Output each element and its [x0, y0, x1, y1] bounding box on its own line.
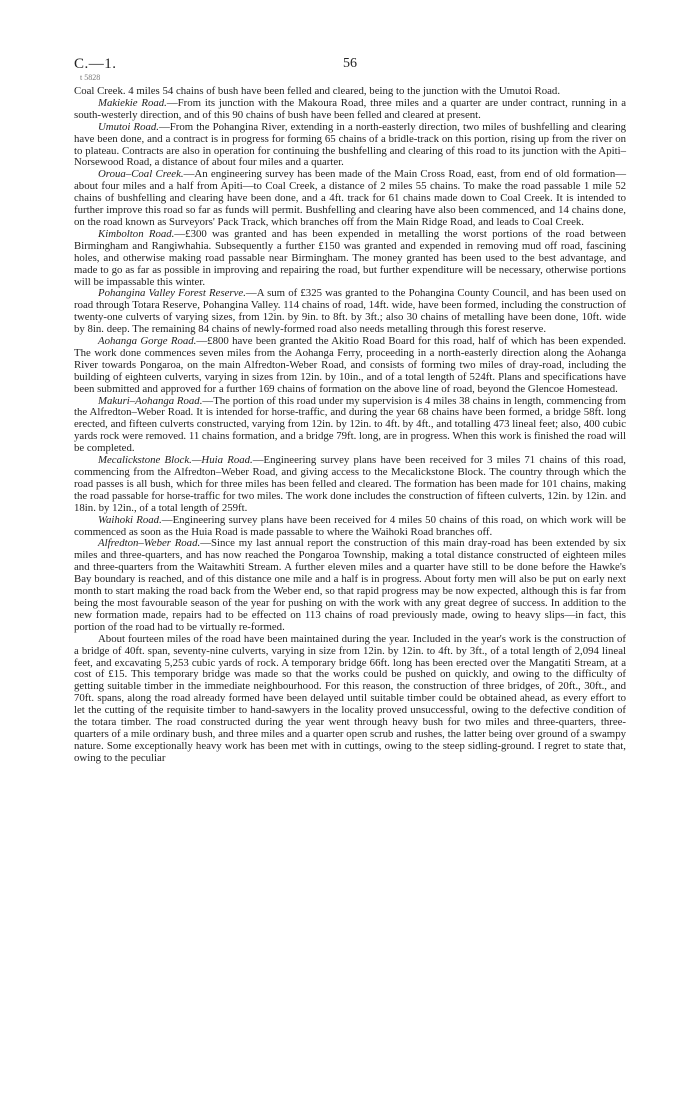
paragraph-pohangina-reserve: Pohangina Valley Forest Reserve.—A sum of £325 was granted to the Pohangina County Council, and has been used on road through Totara Reserve, Pohangina Valley. 114 chains of road, 14ft. wide, have been formed, including the construction of twenty-one culverts of varying sizes, from 12in. by 9in. to 8ft. by 3ft.; also 30 chains of metalling have been done, 10ft. wide by 8in. deep. The remaining 84 chains of newly-formed road also needs metalling through this forest reserve. — [74, 287, 626, 336]
paragraph-heading: Mecalickstone Block.—Huia Road. — [98, 454, 253, 467]
paragraph-heading: Kimbolton Road. — [98, 227, 175, 240]
paragraph-makuri-aohanga-road: Makuri–Aohanga Road.—The portion of this road under my supervision is 4 miles 38 chains in length, commencing from the Alfredton–Weber Road. It is intended for horse-traffic, and during the year 68 chains have been formed, a bridge 58ft. long erected, and fifteen culverts constructed, varying from 12in. by 12in. to 4ft. by 4ft., and totalling 473 lineal feet; also, 400 cubic yards rock were removed. 11 chains formation, and a bridge 79ft. long, are in progress. When this work is finished the road will be completed. — [74, 394, 626, 455]
paragraph-umutoi-road: Umutoi Road.—From the Pohangina River, extending in a north-easterly direction, two miles of bushfelling and clearing have been done, and a contract is in progress for forming 65 chains of a bridle-track on this portion, rising up from the river on to plateau. Contracts are also in operation for continuing the bushfelling and clearing of this road to its junction with the Apiti–Norsewood Road, a distance of about four miles and a quarter. — [74, 120, 626, 169]
paragraph-makiekie-road: Makiekie Road.—From its junction with the Makoura Road, three miles and a quarter are under contract, running in a south-westerly direction, and of this 90 chains of bush have been felled and cleared at present. — [74, 96, 627, 121]
paragraph-kimbolton-road: Kimbolton Road.—£300 was granted and has been expended in metalling the worst portions of the road between Birmingham and Rangiwhahia. Subsequently a further £150 was granted and expended in removing mud off road, fascining holes, and otherwise making road passable near Birmingham. The money granted has been used to the best advantage, and made to go as far as possible in improving and repairing the road, but further expenditure will be necessary, otherwise portions will be impassable this winter. — [74, 227, 626, 288]
paragraph-waihoki-road: Waihoki Road.—Engineering survey plans have been received for 4 miles 50 chains of this road, on which work will be commenced as soon as the Huia Road is made passable to where the Waihoki Road branches off. — [74, 513, 626, 538]
paragraph-heading: Aohanga Gorge Road. — [98, 335, 197, 348]
paragraph-huia-road: Mecalickstone Block.—Huia Road.—Engineering survey plans have been received for 3 miles 71 chains of this road, commencing from the Alfredton–Weber Road, and giving access to the Mecalickstone Block. The country through which the road passes is all bush, which for three miles has been felled and cleared. The formation has been made for 101 chains, making the road passable for horse-traffic for two miles. The work done includes the construction of fifteen culverts, 12in. by 12in. and 18in. by 12in., of a total length of 259ft. — [74, 454, 626, 514]
paragraph-oroua-coal-creek: Oroua–Coal Creek.—An engineering survey has been made of the Main Cross Road, east, from end of old formation—about four miles and a half from Apiti—to Coal Creek, a distance of 2 miles 55 chains. To make the road passable 1 mile 52 chains of bushfelling and clearing have been done, and a 4ft. track for 61 chains made down to Coal Creek. It is intended to further improve this road so far as funds will permit. Bushfelling and clearing have also been commenced, and 14 chains done, on the road known as Surveyors' Pack Track, which branches off from the Main Ridge Road, and leads to Coal Creek. — [74, 168, 627, 228]
paragraph-alfredton-weber-road: Alfredton–Weber Road.—Since my last annual report the construction of this main dray-road has been extended by six miles and three-quarters, and has now reached the Pongaroa Township, making a total distance constructed of eighteen miles and three-quarters from the Waitawhiti Stream. A further eleven miles and a quarter have still to be done before the Hawke's Bay boundary is reached, and of this distance one mile and a half is in progress. About forty men will also be put on early next month to start making the road back from the Weber end, so that rapid progress may be now expected, although this is far from being the most favourable season of the year for pushing on with the work with any great degree of success. In addition to the new formation made, repairs had to be effected on 113 chains of road previously made, owing to heavy slips—in fact, this portion of the road had to be virtually re-formed. — [74, 537, 626, 633]
paragraph-heading: Alfredton–Weber Road. — [98, 537, 201, 550]
report-reference: C.—1. — [74, 56, 117, 72]
paragraph-heading: Makuri–Aohanga Road. — [98, 394, 203, 407]
paragraph-coal-creek-continued: Coal Creek. 4 miles 54 chains of bush have been felled and cleared, being to the junction with the Umutoi Road. — [74, 85, 561, 97]
paragraph-heading: Umutoi Road. — [98, 120, 159, 133]
page-header — [74, 56, 626, 74]
paragraph-heading: Waihoki Road. — [98, 513, 162, 526]
page-number: 56 — [343, 56, 357, 71]
paragraph-heading: Oroua–Coal Creek. — [98, 168, 184, 181]
paragraph-road-maintenance: About fourteen miles of the road have been maintained during the year. Included in the year's work is the construction of a bridge of 40ft. span, seventy-nine culverts, varying in size from 12in. by 12in. to 4ft. by 3ft., of a total length of 2,094 lineal feet, and excavating 5,253 cubic yards of rock. A temporary bridge 66ft. long has been erected over the Mangatiti Stream, at a cost of £15. This temporary bridge was made so that the works could be pushed on quickly, and owing to the difficulty of getting suitable timber in the immediate neighbourhood. For this reason, the construction of three bridges, of 20ft., 30ft., and 70ft. spans, along the road already formed have been delayed until suitable timber could be obtained ahead, as every effort to let the cutting of the requisite timber to hand-sawyers in the locality proved unsuccessful, owing to the defective condition of the totara timber. The road constructed during the year went through heavy bush for two miles and three-quarters, three-quarters of a mile ordinary bush, and three miles and a quarter open scrub and rushes, the latter being over ground of a swampy nature. Some exceptionally heavy work has been met with in cuttings, owing to the steep sidling-ground. I regret to state that, owing to the peculiar — [74, 632, 626, 764]
paragraph-heading: Pohangina Valley Forest Reserve. — [98, 287, 246, 300]
paragraph-aohanga-gorge-road: Aohanga Gorge Road.—£800 have been granted the Akitio Road Board for this road, half of which has been expended. The work done commences seven miles from the Aohanga Ferry, proceeding in a north-easterly direction along the Aohanga River towards Pongaroa, on the main Alfredton-Weber Road, and consists of forming two miles of dray-road, including the building of eighteen culverts, varying in sizes from 12in. by 10in., and of a total length of 524ft. Plans and specifications have been submitted and approved for a further 169 chains of formation on the above line of road, beyond the Glencoe Homestead. — [74, 335, 626, 395]
report-body — [74, 86, 626, 765]
archive-stamp: t 5828 — [80, 73, 101, 82]
paragraph-heading: Makiekie Road. — [98, 96, 167, 109]
